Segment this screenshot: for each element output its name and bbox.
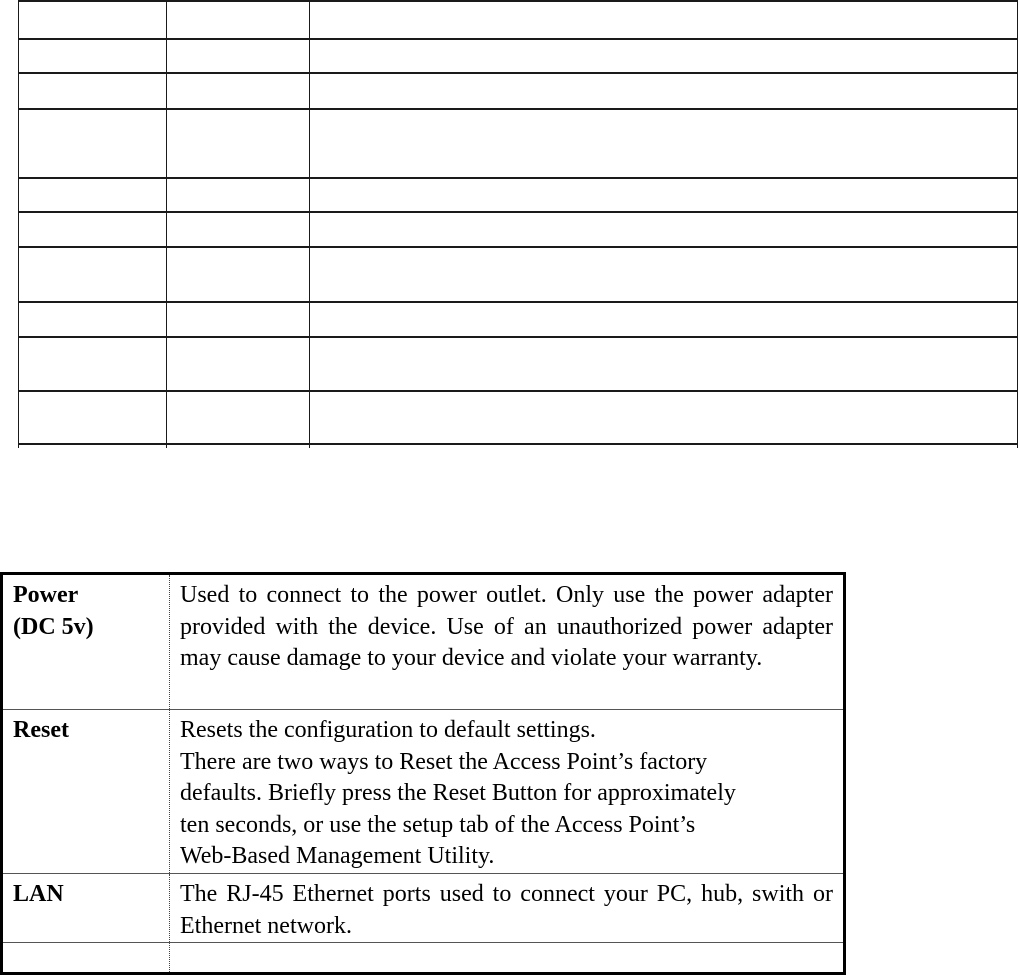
grid-rule bbox=[19, 108, 1017, 110]
grid-rule bbox=[19, 177, 1017, 179]
grid-rule bbox=[19, 443, 1017, 445]
grid-rule bbox=[19, 211, 1017, 213]
table-row-power bbox=[2, 574, 845, 710]
row-description-power: Used to connect to the power outlet. Only use the power adapter provided with the device. Use of an unauthorized power adapter may cause damage to your device and violate your warranty. bbox=[180, 582, 833, 671]
empty-table-grid bbox=[18, 0, 1018, 448]
reset-description-line: ten seconds, or use the setup tab of the Access Point’s bbox=[180, 811, 696, 838]
grid-rule bbox=[19, 38, 1017, 40]
grid-rule bbox=[19, 390, 1017, 392]
grid-column-divider bbox=[309, 0, 310, 448]
port-description-table bbox=[0, 572, 846, 975]
table-row-empty bbox=[2, 943, 845, 974]
empty-label-cell bbox=[2, 943, 170, 974]
row-label-reset: Reset bbox=[2, 710, 170, 874]
reset-description-line: There are two ways to Reset the Access Point’s factory bbox=[180, 748, 708, 775]
row-description-reset bbox=[170, 710, 845, 874]
grid-rule bbox=[19, 246, 1017, 248]
row-description-lan: The RJ-45 Ethernet ports used to connect your PC, hub, swith or Ethernet network. bbox=[170, 874, 845, 943]
row-label-power bbox=[2, 574, 170, 710]
grid-rule bbox=[19, 0, 1017, 2]
table-row-reset bbox=[2, 710, 845, 874]
empty-description-cell bbox=[170, 943, 845, 974]
reset-description-line: Resets the configuration to default settings. bbox=[180, 717, 596, 743]
row-label-lan: LAN bbox=[2, 874, 170, 943]
reset-description-line: Web-Based Management Utility. bbox=[180, 843, 495, 869]
reset-description-line: defaults. Briefly press the Reset Button for approximately bbox=[180, 780, 736, 806]
label-power-line1: Power bbox=[13, 582, 79, 608]
grid-rule bbox=[19, 336, 1017, 338]
grid-rule bbox=[19, 72, 1017, 74]
grid-column-divider bbox=[166, 0, 167, 448]
grid-rule bbox=[19, 301, 1017, 303]
table-row-lan bbox=[2, 874, 845, 943]
label-power-line2: (DC 5v) bbox=[13, 613, 94, 640]
